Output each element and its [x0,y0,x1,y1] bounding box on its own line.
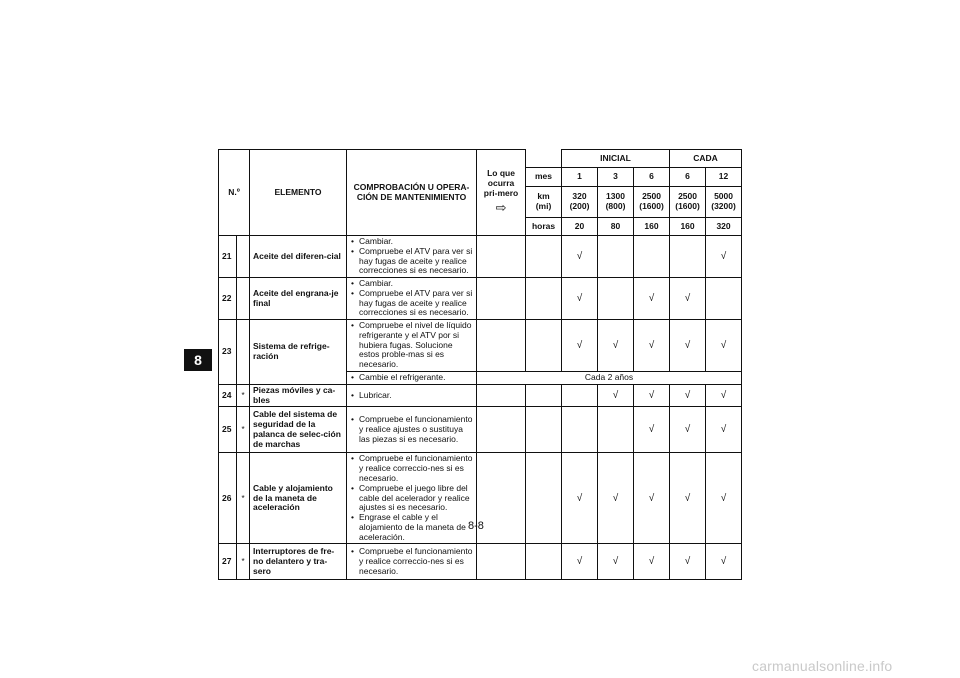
check-mark: √ [670,407,706,453]
check-mark: √ [562,453,598,544]
header-month-value: 6 [634,168,670,187]
item-checks [347,453,477,544]
unit-cell [526,236,562,278]
check-item: • Compruebe el ATV para ver si hay fugas de aceite y realice correcciones si es necesario. [350,289,473,318]
item-checks [347,384,477,407]
whichever-cell [477,320,526,372]
check-mark: √ [706,320,742,372]
item-number: 27 [219,544,237,580]
item-checks [347,544,477,580]
table-row [219,278,742,320]
whichever-cell [477,544,526,580]
check-mark: √ [634,407,670,453]
item-number: 22 [219,278,237,320]
check-mark: √ [670,384,706,407]
item-element: Cable del sistema de seguridad de la palanca de selec-ción de marchas [250,407,347,453]
check-mark: √ [706,453,742,544]
header-every: CADA [670,150,742,168]
check-mark [598,236,634,278]
checks-list [350,321,473,370]
header-km-value: 2500 (1600) [670,187,706,218]
header-initial: INICIAL [562,150,670,168]
special-tools-mark [237,278,250,320]
check-mark: √ [598,453,634,544]
check-mark: √ [634,453,670,544]
whichever-cell [477,278,526,320]
whichever-cell [477,236,526,278]
table-row [219,407,742,453]
check-item: • Cambiar. [350,279,473,289]
check-item: • Compruebe el juego libre del cable del acelerador y realice ajustes si es necesario. [350,484,473,513]
whichever-cell [477,384,526,407]
check-mark: √ [598,320,634,372]
item-number: 24 [219,384,237,407]
checks-list [350,373,473,383]
unit-cell [526,407,562,453]
check-mark: √ [562,320,598,372]
header-month-value: 6 [670,168,706,187]
item-checks [347,278,477,320]
special-tools-mark [237,320,250,385]
item-number: 26 [219,453,237,544]
item-element: Sistema de refrige-ración [250,320,347,385]
check-mark: √ [706,384,742,407]
check-mark [634,236,670,278]
header-check: COMPROBACIÓN U OPERA-CIÓN DE MANTENIMIENTO [347,150,477,236]
check-mark [562,384,598,407]
special-tools-mark [237,236,250,278]
check-mark: √ [562,544,598,580]
check-mark: √ [670,278,706,320]
special-tools-mark: * [237,544,250,580]
item-checks [347,320,477,372]
item-number: 23 [219,320,237,385]
check-item: • Cambie el refrigerante. [350,373,473,383]
checks-list [350,454,473,542]
check-mark: √ [562,278,598,320]
check-mark: √ [634,278,670,320]
check-mark: √ [598,384,634,407]
table-row [219,384,742,407]
check-mark: √ [706,236,742,278]
interval-note: Cada 2 años [477,371,742,384]
header-km-value: 5000 (3200) [706,187,742,218]
header-km-value: 320 (200) [562,187,598,218]
item-number: 25 [219,407,237,453]
checks-list [350,415,473,444]
item-element: Aceite del engrana-je final [250,278,347,320]
check-mark: √ [670,544,706,580]
header-km-value: 2500 (1600) [634,187,670,218]
table-row [219,236,742,278]
item-element: Piezas móviles y ca-bles [250,384,347,407]
checks-list [350,547,473,576]
header-km-value: 1300 (800) [598,187,634,218]
special-tools-mark: * [237,453,250,544]
check-item: • Compruebe el ATV para ver si hay fugas de aceite y realice correcciones si es necesario. [350,247,473,276]
header-mes: mes [526,168,562,187]
check-mark: √ [562,236,598,278]
header-hours-value: 320 [706,218,742,236]
item-checks [347,407,477,453]
page-number: 8-8 [468,520,484,532]
check-item: • Compruebe el funcionamiento y realice correccio-nes si es necesario. [350,454,473,483]
header-month-value: 3 [598,168,634,187]
check-mark: √ [634,384,670,407]
header-month-value: 12 [706,168,742,187]
header-hours-value: 80 [598,218,634,236]
unit-cell [526,320,562,372]
check-mark [670,236,706,278]
header-hours-value: 20 [562,218,598,236]
whichever-cell [477,407,526,453]
check-mark: √ [670,320,706,372]
watermark: carmanualsonline.info [752,658,893,674]
unit-cell [526,544,562,580]
chapter-tab: 8 [184,349,212,371]
header-hours-value: 160 [634,218,670,236]
check-item: • Compruebe el nivel de líquido refrigerante y el ATV por si hubiera fugas. Solucione estos proble-mas si es necesario. [350,321,473,370]
unit-cell [526,278,562,320]
check-mark: √ [634,544,670,580]
check-item: • Lubricar. [350,391,473,401]
item-element: Interruptores de fre-no delantero y tra-sero [250,544,347,580]
header-horas: horas [526,218,562,236]
check-mark [706,278,742,320]
header-hours-value: 160 [670,218,706,236]
check-mark [598,278,634,320]
check-mark: √ [706,544,742,580]
item-element: Cable y alojamiento de la maneta de aceleración [250,453,347,544]
unit-cell [526,453,562,544]
checks-list [350,391,473,401]
item-checks [347,371,477,384]
special-tools-mark: * [237,407,250,453]
item-number: 21 [219,236,237,278]
unit-cell [526,384,562,407]
check-mark: √ [598,544,634,580]
checks-list [350,237,473,276]
header-whichever [477,150,526,236]
header-no: N.º [219,150,250,236]
check-item: • Engrase el cable y el alojamiento de la maneta de aceleración. [350,513,473,542]
item-element: Aceite del diferen-cial [250,236,347,278]
check-mark: √ [706,407,742,453]
right-arrow-icon: ⇨ [495,199,507,215]
special-tools-mark: * [237,384,250,407]
maintenance-table [218,149,742,580]
checks-list [350,279,473,318]
header-km: km (mi) [526,187,562,218]
check-item: • Cambiar. [350,237,473,247]
check-mark: √ [634,320,670,372]
check-item: • Compruebe el funcionamiento y realice correccio-nes si es necesario. [350,547,473,576]
check-mark: √ [670,453,706,544]
table-row [219,320,742,372]
table-row [219,544,742,580]
header-element: ELEMENTO [250,150,347,236]
item-checks [347,236,477,278]
check-item: • Compruebe el funcionamiento y realice ajustes o sustituya las piezas si es necesario. [350,415,473,444]
header-month-value: 1 [562,168,598,187]
check-mark [562,407,598,453]
check-mark [598,407,634,453]
header-whichever-text: Lo que ocurra pri-mero [483,168,519,198]
